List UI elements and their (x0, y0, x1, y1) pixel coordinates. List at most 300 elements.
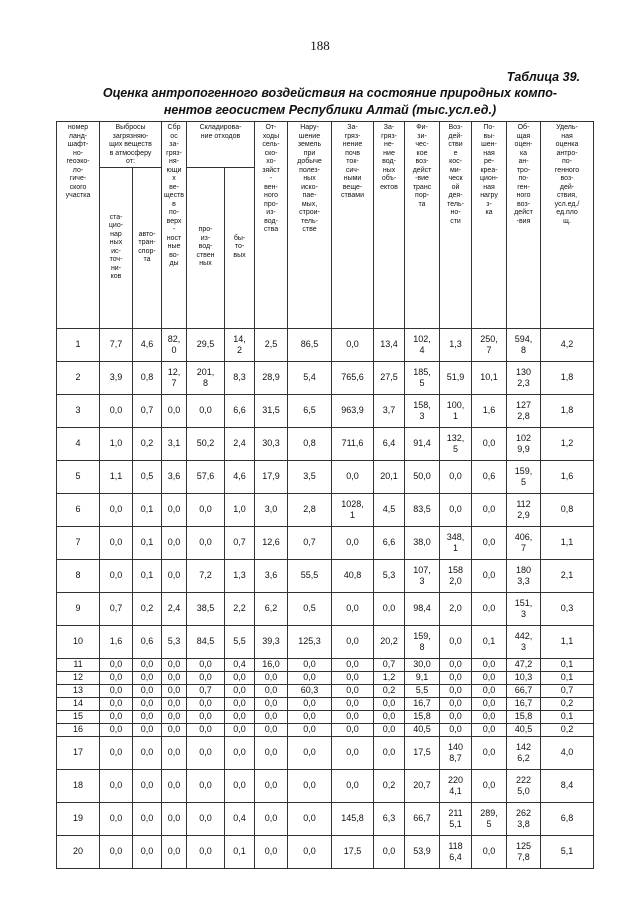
table-cell: 14, 2 (225, 328, 255, 361)
table-row (57, 835, 594, 868)
table-cell: 0,0 (100, 835, 133, 868)
table-cell: 112 2,9 (507, 493, 541, 526)
table-cell: 0,0 (332, 736, 374, 769)
table-cell-site-number: 3 (57, 394, 100, 427)
table-cell: 0,0 (332, 710, 374, 723)
table-cell: 7,7 (100, 328, 133, 361)
table-cell: 0,0 (162, 723, 187, 736)
header-industrial-waste: про- из- вод- ствен ных (187, 167, 225, 328)
table-cell: 55,5 (288, 559, 332, 592)
table-cell: 0,0 (100, 493, 133, 526)
table-cell: 0,0 (225, 769, 255, 802)
table-cell: 0,0 (472, 684, 507, 697)
table-row (57, 328, 594, 361)
table-cell: 3,6 (162, 460, 187, 493)
table-cell: 0,0 (225, 736, 255, 769)
header-stationary-sources: ста- цио- нар ных ис- точ- ни- ков (100, 167, 133, 328)
table-cell: 125 7,8 (507, 835, 541, 868)
table-cell: 1,8 (541, 361, 594, 394)
table-cell: 6,6 (374, 526, 405, 559)
table-cell: 211 5,1 (440, 802, 472, 835)
header-vehicle-transport: авто- тран- спор- та (133, 167, 162, 328)
table-cell: 0,0 (440, 493, 472, 526)
header-waste-storage-group: Складирова- ние отходов (187, 122, 255, 168)
table-row (57, 736, 594, 769)
table-cell: 0,8 (133, 361, 162, 394)
table-cell-site-number: 15 (57, 710, 100, 723)
table-row (57, 394, 594, 427)
table-cell: 0,0 (374, 697, 405, 710)
table-cell: 4,6 (133, 328, 162, 361)
table-cell: 0,0 (133, 769, 162, 802)
table-cell: 1,3 (225, 559, 255, 592)
header-total-assessment: Об- щая оцен- ка ан- тро- по- ген- ного воз- дейст -вия (507, 122, 541, 329)
table-cell: 0,0 (187, 723, 225, 736)
table-row (57, 427, 594, 460)
table-cell: 765,6 (332, 361, 374, 394)
table-cell: 0,0 (332, 671, 374, 684)
table-cell: 6,4 (374, 427, 405, 460)
table-cell: 0,1 (133, 559, 162, 592)
table-cell-site-number: 1 (57, 328, 100, 361)
table-cell: 16,0 (255, 658, 288, 671)
table-cell: 1,6 (100, 625, 133, 658)
table-cell: 0,0 (100, 697, 133, 710)
table-cell: 0,0 (332, 526, 374, 559)
table-cell: 0,0 (440, 697, 472, 710)
table-cell: 0,0 (133, 671, 162, 684)
header-water-contamination: За- гряз- не- ние вод- ных объ- ектов (374, 122, 405, 329)
table-cell: 6,5 (288, 394, 332, 427)
table-cell: 0,0 (187, 802, 225, 835)
table-cell: 0,0 (255, 671, 288, 684)
header-land-disturbance: Нару- шение земель при добыче полез- ных иско- пае- мых, строи- тель- стве (288, 122, 332, 329)
table-cell: 0,0 (288, 769, 332, 802)
table-cell: 0,0 (133, 658, 162, 671)
table-cell: 0,0 (472, 427, 507, 460)
table-cell: 0,0 (187, 658, 225, 671)
table-cell: 0,4 (225, 658, 255, 671)
table-cell: 3,5 (288, 460, 332, 493)
table-cell: 0,0 (472, 710, 507, 723)
table-cell: 0,0 (162, 658, 187, 671)
table-cell: 0,0 (162, 559, 187, 592)
table-cell: 0,0 (255, 769, 288, 802)
table-cell: 0,0 (133, 835, 162, 868)
table-cell: 0,0 (255, 697, 288, 710)
table-cell: 0,0 (374, 710, 405, 723)
table-row (57, 658, 594, 671)
table-cell: 0,0 (255, 710, 288, 723)
table-cell: 2,0 (440, 592, 472, 625)
table-cell: 711,6 (332, 427, 374, 460)
table-cell: 0,0 (332, 658, 374, 671)
table-cell-site-number: 6 (57, 493, 100, 526)
table-cell: 27,5 (374, 361, 405, 394)
table-cell: 0,0 (332, 625, 374, 658)
table-cell: 151, 3 (507, 592, 541, 625)
table-cell: 159, 5 (507, 460, 541, 493)
table-cell-site-number: 14 (57, 697, 100, 710)
table-cell: 130 2,3 (507, 361, 541, 394)
table-cell-site-number: 5 (57, 460, 100, 493)
table-cell: 0,0 (162, 835, 187, 868)
table-cell: 0,2 (374, 684, 405, 697)
header-soil-contamination: За- гряз- нение почв ток- сич- ными веще- ствами (332, 122, 374, 329)
table-cell: 0,0 (133, 684, 162, 697)
table-cell: 0,0 (288, 802, 332, 835)
table-cell: 31,5 (255, 394, 288, 427)
table-cell: 0,0 (100, 559, 133, 592)
table-cell: 0,2 (133, 427, 162, 460)
table-cell: 1,0 (100, 427, 133, 460)
table-cell: 40,5 (405, 723, 440, 736)
table-cell: 0,0 (225, 697, 255, 710)
table-cell: 47,2 (507, 658, 541, 671)
table-cell: 406, 7 (507, 526, 541, 559)
table-cell-site-number: 18 (57, 769, 100, 802)
table-cell: 0,0 (133, 697, 162, 710)
header-recreational-load: По- вы- шен- ная ре- креа- цион- ная нагру з- ка (472, 122, 507, 329)
table-cell: 98,4 (405, 592, 440, 625)
table-cell: 0,0 (440, 460, 472, 493)
table-cell: 0,0 (288, 658, 332, 671)
table-cell: 0,0 (332, 684, 374, 697)
table-cell: 15,8 (507, 710, 541, 723)
table-cell: 0,0 (332, 723, 374, 736)
table-cell: 0,0 (162, 769, 187, 802)
header-agricultural-waste: От- ходы сель- ско- хо- зяйст - вен- ного про- из- вод- ства (255, 122, 288, 329)
table-cell: 0,0 (288, 723, 332, 736)
table-cell-site-number: 9 (57, 592, 100, 625)
table-cell: 0,0 (100, 658, 133, 671)
table-cell: 0,0 (187, 671, 225, 684)
table-cell: 0,6 (133, 625, 162, 658)
table-row (57, 723, 594, 736)
header-site-number: номер ланд- шафт- но- геоэко- ло- гиче- ского участка (57, 122, 100, 329)
table-cell: 0,1 (133, 493, 162, 526)
table-cell: 10,1 (472, 361, 507, 394)
table-cell: 8,4 (541, 769, 594, 802)
table-cell: 0,0 (100, 526, 133, 559)
table-cell: 2,8 (288, 493, 332, 526)
table-cell: 0,0 (288, 710, 332, 723)
table-cell: 0,1 (472, 625, 507, 658)
table-cell: 1,1 (541, 625, 594, 658)
table-cell: 0,0 (162, 710, 187, 723)
table-cell: 1,1 (100, 460, 133, 493)
table-cell: 222 5,0 (507, 769, 541, 802)
table-cell: 145,8 (332, 802, 374, 835)
table-row (57, 802, 594, 835)
table-cell: 8,3 (225, 361, 255, 394)
table-cell: 20,2 (374, 625, 405, 658)
table-cell: 0,0 (374, 592, 405, 625)
table-cell: 40,8 (332, 559, 374, 592)
table-cell: 1,2 (374, 671, 405, 684)
table-cell: 0,0 (255, 723, 288, 736)
table-cell-site-number: 20 (57, 835, 100, 868)
table-cell: 0,8 (541, 493, 594, 526)
table-cell: 0,0 (288, 835, 332, 868)
table-cell: 127 2,8 (507, 394, 541, 427)
table-label: Таблица 39. (506, 70, 580, 84)
table-cell: 0,0 (255, 736, 288, 769)
table-cell: 0,0 (225, 723, 255, 736)
table-cell: 0,0 (440, 710, 472, 723)
data-table (56, 121, 594, 869)
table-row (57, 361, 594, 394)
table-cell: 0,0 (374, 723, 405, 736)
table-cell: 0,0 (472, 723, 507, 736)
table-cell-site-number: 10 (57, 625, 100, 658)
table-cell: 0,0 (440, 723, 472, 736)
table-cell: 0,0 (162, 697, 187, 710)
table-cell: 0,6 (472, 460, 507, 493)
table-cell-site-number: 11 (57, 658, 100, 671)
table-cell: 91,4 (405, 427, 440, 460)
table-cell: 0,0 (162, 493, 187, 526)
table-cell: 0,0 (440, 625, 472, 658)
table-row (57, 559, 594, 592)
table-cell: 4,0 (541, 736, 594, 769)
table-cell: 1,3 (440, 328, 472, 361)
table-cell: 0,0 (288, 671, 332, 684)
table-cell: 4,2 (541, 328, 594, 361)
header-household-waste: бы- то- вых (225, 167, 255, 328)
table-cell: 0,0 (162, 684, 187, 697)
table-cell: 0,7 (133, 394, 162, 427)
table-cell: 132, 5 (440, 427, 472, 460)
table-cell: 2,1 (541, 559, 594, 592)
table-cell: 102, 4 (405, 328, 440, 361)
table-cell: 2,5 (255, 328, 288, 361)
table-cell: 0,0 (187, 835, 225, 868)
table-cell: 16,7 (405, 697, 440, 710)
table-cell: 102 9,9 (507, 427, 541, 460)
table-cell: 159, 8 (405, 625, 440, 658)
header-emissions-group: Выбросы загрязняю- щих веществ в атмосферу от: (100, 122, 162, 168)
table-cell: 50,2 (187, 427, 225, 460)
table-cell: 2,2 (225, 592, 255, 625)
table-cell: 3,0 (255, 493, 288, 526)
table-cell: 6,6 (225, 394, 255, 427)
table-cell: 0,0 (440, 658, 472, 671)
table-cell: 158 2,0 (440, 559, 472, 592)
table-cell: 28,9 (255, 361, 288, 394)
table-row (57, 493, 594, 526)
table-cell: 84,5 (187, 625, 225, 658)
table-row (57, 697, 594, 710)
table-cell: 39,3 (255, 625, 288, 658)
table-cell: 30,0 (405, 658, 440, 671)
table-cell: 6,3 (374, 802, 405, 835)
table-cell: 0,0 (100, 769, 133, 802)
table-cell: 0,0 (255, 684, 288, 697)
table-cell: 0,0 (100, 710, 133, 723)
table-cell-site-number: 17 (57, 736, 100, 769)
table-row (57, 671, 594, 684)
table-cell: 12,6 (255, 526, 288, 559)
table-row (57, 625, 594, 658)
table-cell: 9,1 (405, 671, 440, 684)
table-cell: 0,2 (374, 769, 405, 802)
table-cell: 185, 5 (405, 361, 440, 394)
table-cell: 0,0 (255, 835, 288, 868)
table-cell: 2,4 (225, 427, 255, 460)
table-cell: 5,3 (162, 625, 187, 658)
table-cell: 57,6 (187, 460, 225, 493)
table-cell: 86,5 (288, 328, 332, 361)
table-row (57, 592, 594, 625)
table-cell: 16,7 (507, 697, 541, 710)
table-cell: 125,3 (288, 625, 332, 658)
table-cell: 0,0 (472, 736, 507, 769)
table-cell: 220 4,1 (440, 769, 472, 802)
table-cell: 0,3 (541, 592, 594, 625)
table-cell: 0,0 (225, 671, 255, 684)
table-cell: 10,3 (507, 671, 541, 684)
table-cell: 0,0 (100, 736, 133, 769)
table-cell: 0,0 (374, 736, 405, 769)
table-cell: 4,6 (225, 460, 255, 493)
table-cell: 1,8 (541, 394, 594, 427)
table-row (57, 769, 594, 802)
table-cell-site-number: 2 (57, 361, 100, 394)
table-cell: 118 6,4 (440, 835, 472, 868)
table-cell: 51,9 (440, 361, 472, 394)
header-surface-water-discharge: Сбр ос за- гряз- ня- ющи х ве- ществ в по- верх - ност ные во- ды (162, 122, 187, 329)
table-cell: 158, 3 (405, 394, 440, 427)
table-cell: 0,2 (541, 697, 594, 710)
table-cell: 0,0 (472, 658, 507, 671)
table-cell: 20,7 (405, 769, 440, 802)
table-cell: 442, 3 (507, 625, 541, 658)
table-cell: 1,2 (541, 427, 594, 460)
table-cell: 82, 0 (162, 328, 187, 361)
table-cell: 0,4 (225, 802, 255, 835)
table-cell: 0,1 (133, 526, 162, 559)
table-cell: 60,3 (288, 684, 332, 697)
table-cell: 201, 8 (187, 361, 225, 394)
table-cell: 140 8,7 (440, 736, 472, 769)
table-cell: 100, 1 (440, 394, 472, 427)
table-cell: 0,0 (472, 592, 507, 625)
table-cell: 0,8 (288, 427, 332, 460)
table-cell-site-number: 8 (57, 559, 100, 592)
table-cell-site-number: 19 (57, 802, 100, 835)
table-cell: 180 3,3 (507, 559, 541, 592)
table-cell: 0,5 (133, 460, 162, 493)
table-cell: 0,0 (472, 697, 507, 710)
table-cell: 40,5 (507, 723, 541, 736)
table-cell: 0,0 (162, 394, 187, 427)
table-cell: 0,0 (472, 526, 507, 559)
table-cell: 5,3 (374, 559, 405, 592)
table-cell: 0,1 (541, 658, 594, 671)
table-cell-site-number: 4 (57, 427, 100, 460)
table-cell: 0,0 (100, 394, 133, 427)
table-cell: 1,6 (472, 394, 507, 427)
table-row (57, 710, 594, 723)
table-cell: 0,7 (225, 526, 255, 559)
table-cell: 66,7 (405, 802, 440, 835)
header-transport-impact: Фи- зи- чес- кое воз- дейст -вие транс пор- та (405, 122, 440, 329)
table-cell: 0,7 (374, 658, 405, 671)
table-cell: 0,0 (472, 559, 507, 592)
table-cell: 3,7 (374, 394, 405, 427)
table-cell: 1028, 1 (332, 493, 374, 526)
table-cell: 0,0 (133, 736, 162, 769)
table-cell: 348, 1 (440, 526, 472, 559)
table-cell-site-number: 12 (57, 671, 100, 684)
table-cell: 0,0 (332, 697, 374, 710)
table-cell: 12, 7 (162, 361, 187, 394)
table-cell: 2,4 (162, 592, 187, 625)
table-cell: 17,9 (255, 460, 288, 493)
table-row (57, 460, 594, 493)
table-cell: 250, 7 (472, 328, 507, 361)
table-cell: 0,0 (472, 769, 507, 802)
table-cell: 0,0 (187, 697, 225, 710)
table-cell: 3,9 (100, 361, 133, 394)
table-cell: 0,7 (541, 684, 594, 697)
table-cell: 0,0 (162, 802, 187, 835)
table-cell: 0,0 (187, 769, 225, 802)
table-cell: 0,0 (100, 723, 133, 736)
table-row (57, 526, 594, 559)
table-cell: 0,0 (162, 671, 187, 684)
table-cell: 0,0 (162, 526, 187, 559)
header-specific-assessment: Удель- ная оценка антро- по- генного воз- дей- ствия, усл.ед./ ед.пло щ. (541, 122, 594, 329)
table-cell: 0,0 (100, 671, 133, 684)
table-cell-site-number: 16 (57, 723, 100, 736)
table-cell: 0,0 (472, 493, 507, 526)
table-cell: 0,0 (133, 802, 162, 835)
table-cell: 0,0 (133, 723, 162, 736)
table-cell: 3,6 (255, 559, 288, 592)
table-cell: 0,0 (472, 671, 507, 684)
table-cell: 6,2 (255, 592, 288, 625)
table-cell: 29,5 (187, 328, 225, 361)
table-cell: 66,7 (507, 684, 541, 697)
table-cell: 0,0 (187, 710, 225, 723)
table-cell: 0,0 (374, 835, 405, 868)
table-cell: 50,0 (405, 460, 440, 493)
table-cell: 0,0 (332, 592, 374, 625)
table-cell: 6,8 (541, 802, 594, 835)
table-cell: 0,7 (187, 684, 225, 697)
table-cell: 5,5 (225, 625, 255, 658)
table-cell: 15,8 (405, 710, 440, 723)
table-cell: 0,2 (133, 592, 162, 625)
table-cell: 0,0 (332, 328, 374, 361)
page-number: 188 (310, 38, 330, 53)
table-cell: 1,6 (541, 460, 594, 493)
table-cell: 38,5 (187, 592, 225, 625)
table-cell: 0,0 (288, 736, 332, 769)
table-cell: 142 6,2 (507, 736, 541, 769)
table-cell: 38,0 (405, 526, 440, 559)
table-cell: 963,9 (332, 394, 374, 427)
table-cell: 17,5 (332, 835, 374, 868)
table-cell: 5,5 (405, 684, 440, 697)
table-cell-site-number: 7 (57, 526, 100, 559)
table-cell: 0,0 (225, 710, 255, 723)
table-cell: 0,1 (541, 710, 594, 723)
table-cell: 1,0 (225, 493, 255, 526)
table-cell: 289, 5 (472, 802, 507, 835)
